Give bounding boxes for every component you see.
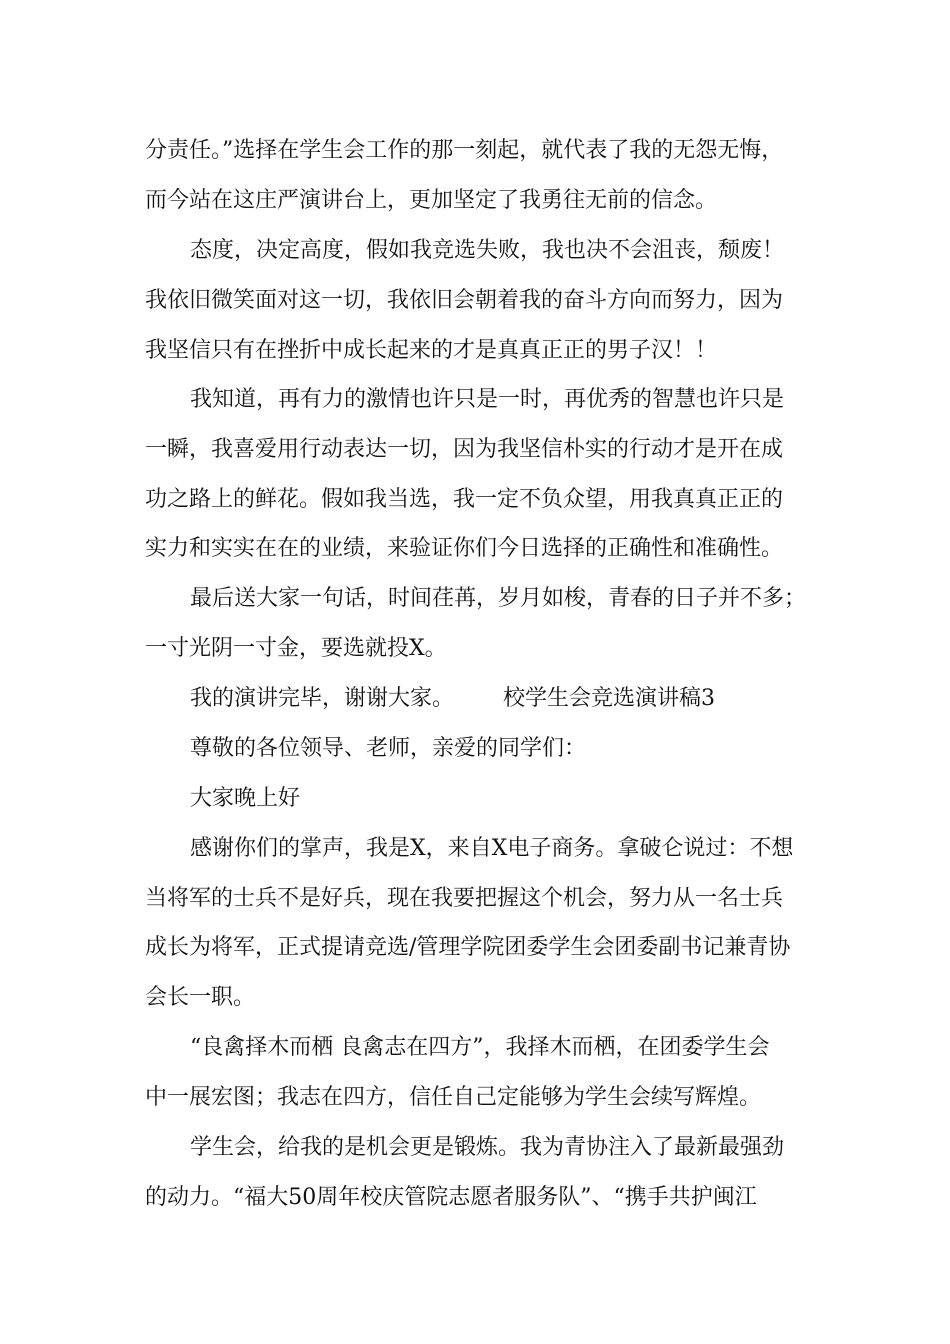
text-line: 中一展宏图；我志在四方，信任自己定能够为学生会续写辉煌。 bbox=[145, 1085, 762, 1110]
text-line: 一寸光阴一寸金，要选就投X。 bbox=[145, 636, 447, 661]
text-line: 感谢你们的掌声，我是X，来自X电子商务。拿破仑说过：不想 bbox=[190, 836, 794, 861]
text-line: 分责任。”选择在学生会工作的那一刻起，就代表了我的无怨无悔， bbox=[145, 138, 784, 163]
text-line: 我的演讲完毕，谢谢大家。 bbox=[190, 686, 455, 711]
text-line: 我知道，再有力的激情也许只是一时，再优秀的智慧也许只是 bbox=[190, 387, 785, 412]
section-title: 校学生会竞选演讲稿3 bbox=[503, 686, 715, 711]
text-line: 学生会，给我的是机会更是锻炼。我为青协注入了最新最强劲 bbox=[190, 1135, 785, 1160]
text-line: “良禽择木而栖 良禽志在四方”，我择木而栖，在团委学生会 bbox=[190, 1035, 770, 1060]
text-line: 成长为将军，正式提请竞选/管理学院团委学生会团委副书记兼青协 bbox=[145, 935, 791, 960]
text-line: 最后送大家一句话，时间荏苒，岁月如梭，青春的日子并不多； bbox=[190, 586, 807, 611]
text-line: 当将军的士兵不是好兵，现在我要把握这个机会，努力从一名士兵 bbox=[145, 886, 784, 911]
text-line: 我依旧微笑面对这一切，我依旧会朝着我的奋斗方向而努力，因为 bbox=[145, 288, 784, 313]
text-line: 的动力。“福大50周年校庆管院志愿者服务队”、“携手共护闽江 bbox=[145, 1185, 757, 1210]
text-line: 一瞬，我喜爱用行动表达一切，因为我坚信朴实的行动才是开在成 bbox=[145, 437, 784, 462]
text-line: 大家晚上好 bbox=[190, 786, 301, 811]
text-line: 尊敬的各位领导、老师，亲爱的同学们： bbox=[190, 736, 587, 761]
text-line: 实力和实实在在的业绩，来验证你们今日选择的正确性和准确性。 bbox=[145, 536, 784, 561]
text-line: 我坚信只有在挫折中成长起来的才是真真正正的男子汉！！ bbox=[145, 338, 718, 363]
text-line: 而今站在这庄严演讲台上，更加坚定了我勇往无前的信念。 bbox=[145, 188, 718, 213]
text-line: 态度，决定高度，假如我竞选失败，我也决不会沮丧，颓废！ bbox=[190, 238, 785, 263]
text-line: 功之路上的鲜花。假如我当选，我一定不负众望，用我真真正正的 bbox=[145, 487, 784, 512]
text-line: 会长一职。 bbox=[145, 985, 256, 1010]
